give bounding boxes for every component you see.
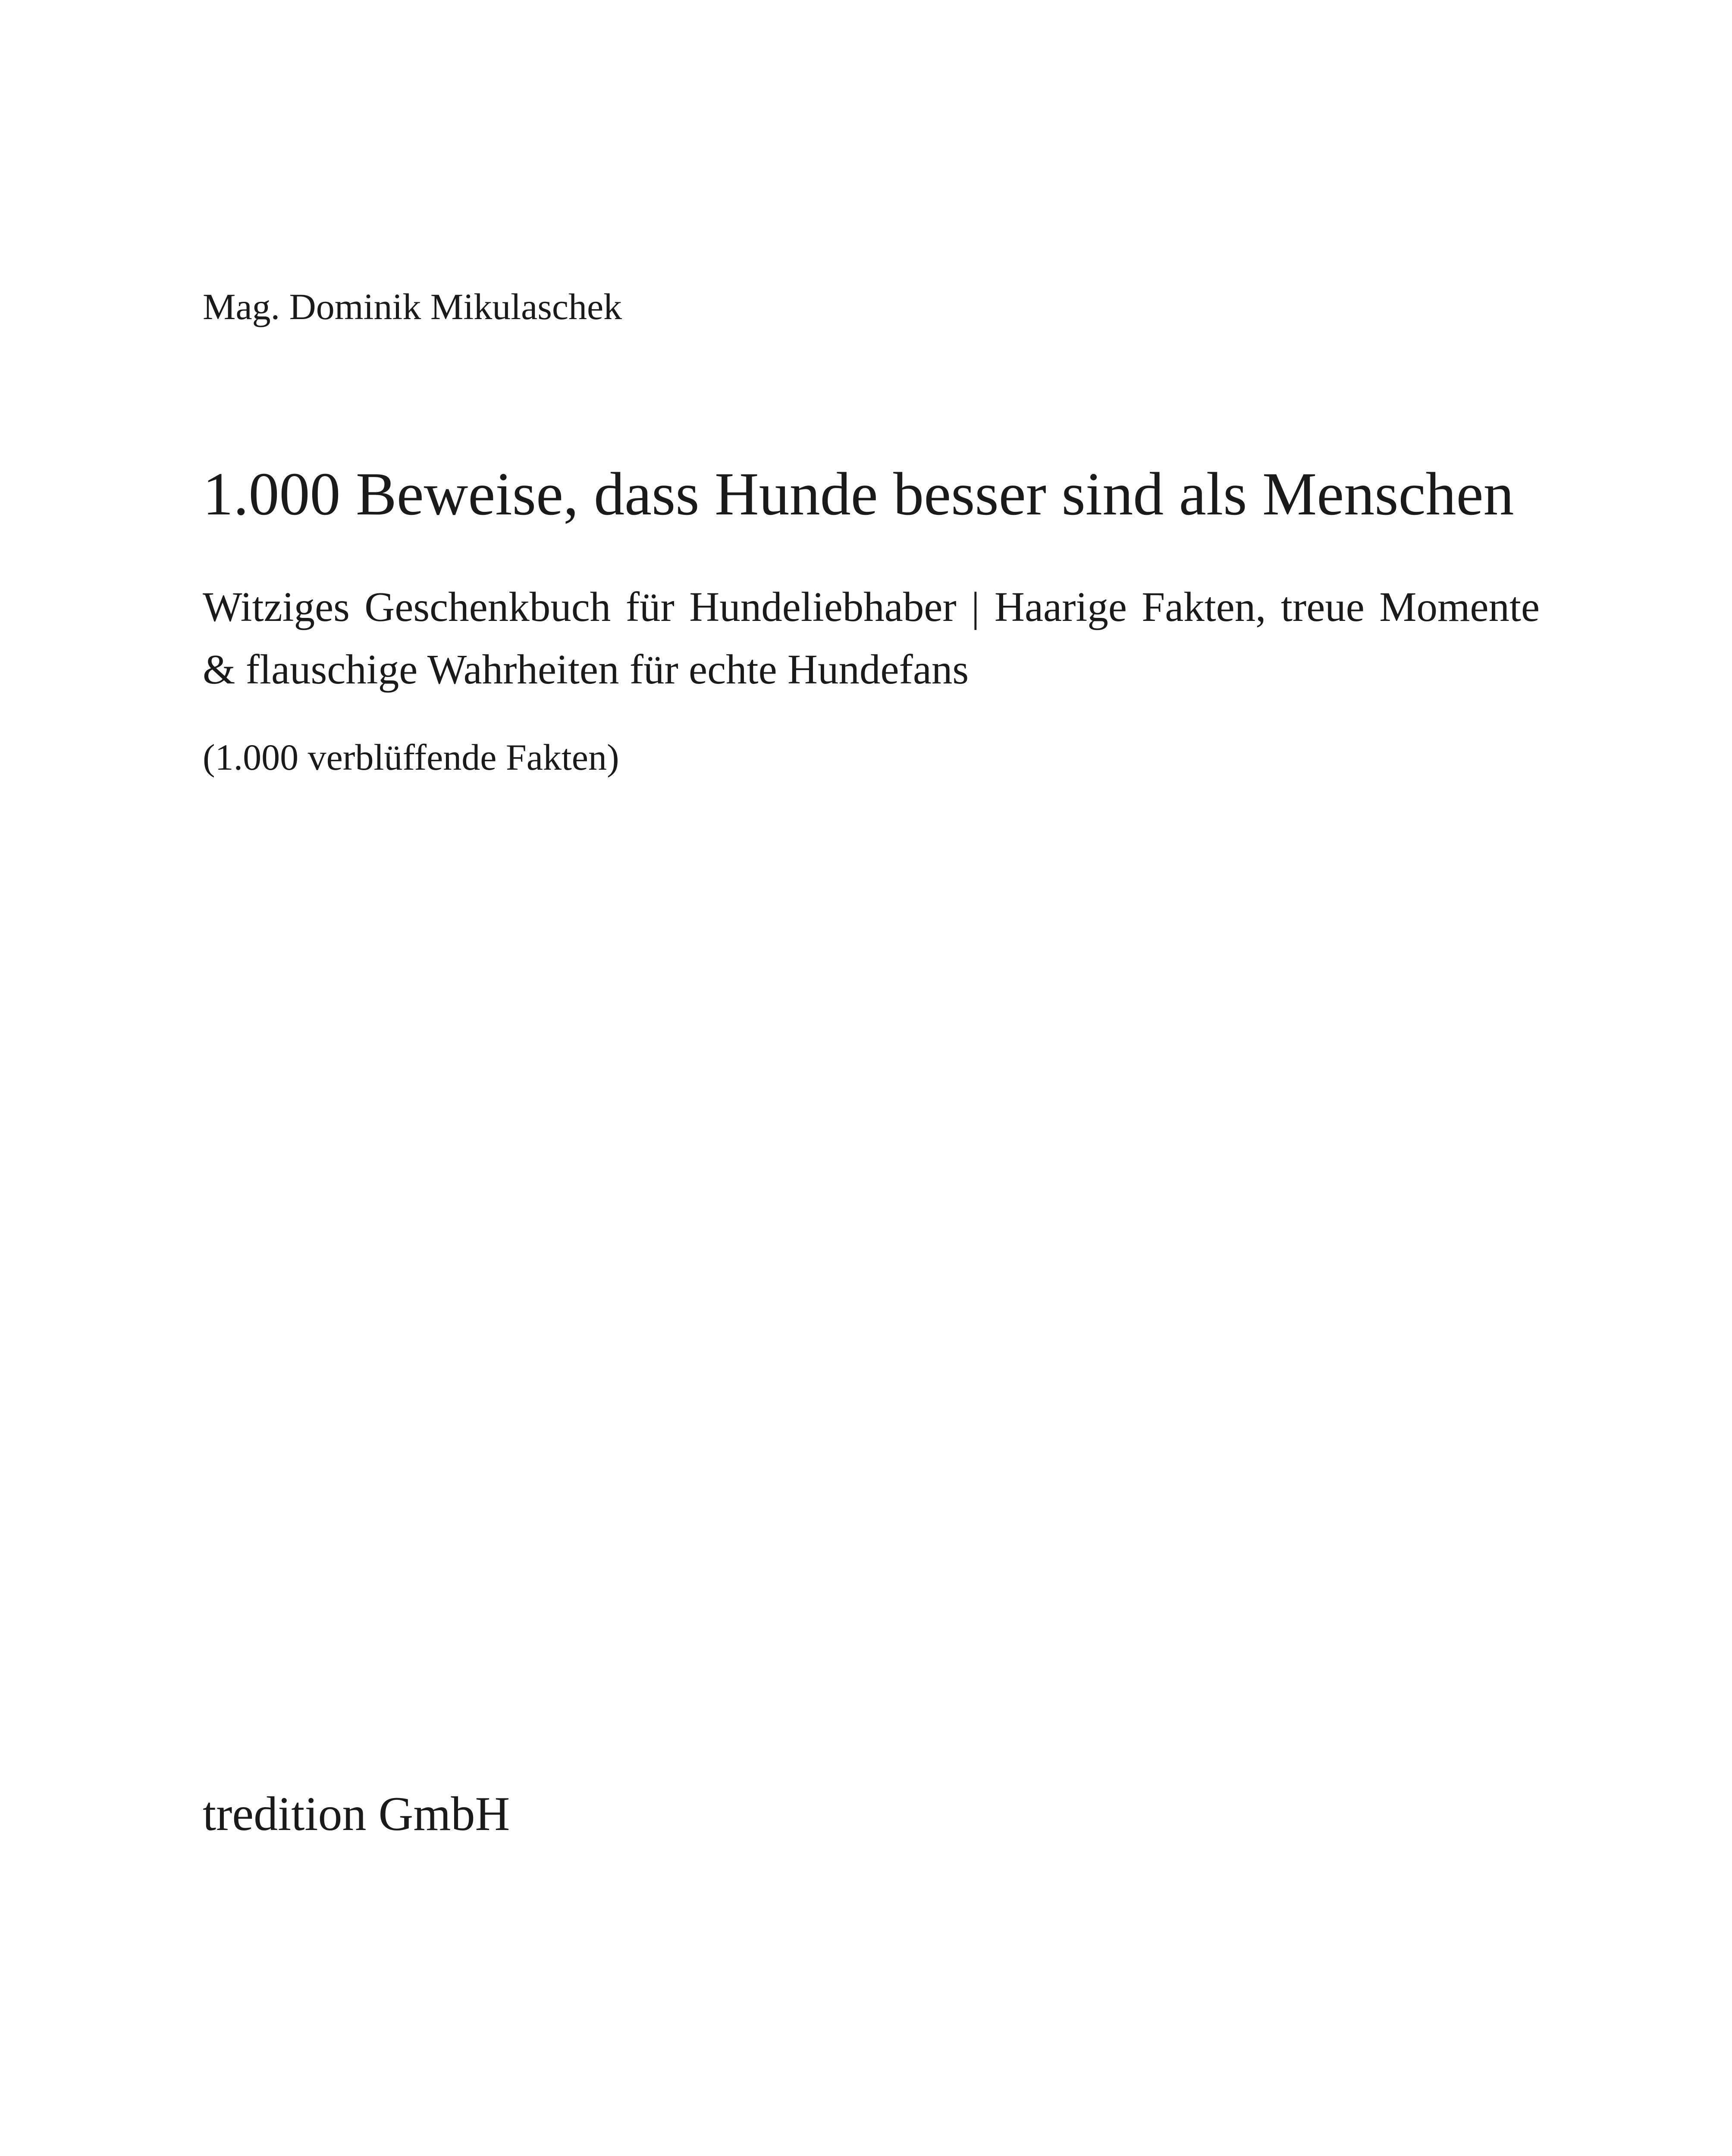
book-note: (1.000 verblüffende Fakten) bbox=[203, 736, 619, 778]
publisher-name: tredition GmbH bbox=[203, 1787, 510, 1841]
book-subtitle: Witziges Geschenkbuch für Hundeliebhaber | Haarige Fakten, treue Momente & flauschige Wahrheiten für echte Hundefans bbox=[203, 584, 1540, 693]
book-title: 1.000 Beweise, dass Hunde besser sind als Menschen bbox=[203, 460, 1514, 528]
author-name: Mag. Dominik Mikulaschek bbox=[203, 286, 622, 327]
